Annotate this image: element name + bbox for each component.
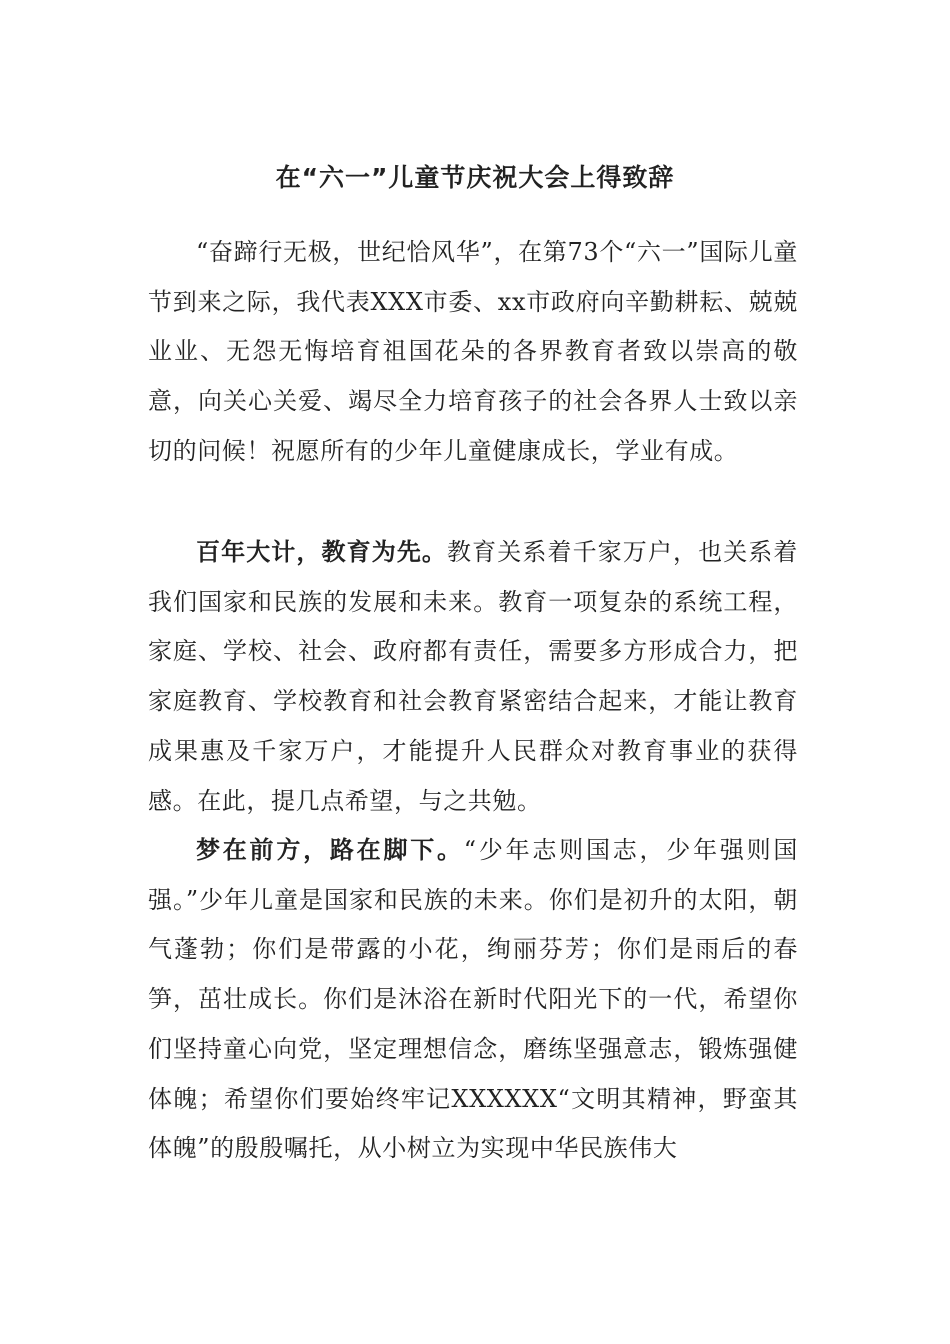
paragraph-3-text: “少年志则国志，少年强则国强。”少年儿童是国家和民族的未来。你们是初升的太阳，朝气蓬勃；你们是带露的小花，绚丽芬芳；你们是雨后的春笋，茁壮成长。你们是沐浴在新时代阳光下的一代，希望你们坚持童心向党，坚定理想信念，磨练坚强意志，锻炼强健体魄；希望你们要始终牢记XXXXXX“文明其精神，野蛮其体魄”的殷殷嘱托，从小树立为实现中华民族伟大 [148, 836, 799, 1163]
paragraph-2-text: 教育关系着千家万户，也关系着我们国家和民族的发展和未来。教育一项复杂的系统工程，家庭、学校、社会、政府都有责任，需要多方形成合力，把家庭教育、学校教育和社会教育紧密结合起来，才能让教育成果惠及千家万户，才能提升人民群众对教育事业的获得感。在此，提几点希望，与之共勉。 [148, 538, 798, 815]
document-title: 在“六一”儿童节庆祝大会上得致辞 [275, 163, 675, 192]
paragraph-1-text: “奋蹄行无极，世纪恰风华”，在第73个“六一”国际儿童节到来之际，我代表XXX市委、xx市政府向辛勤耕耘、兢兢业业、无怨无悔培育祖国花朵的各界教育者致以崇高的敬意，向关心关爱、竭尽全力培育孩子的社会各界人士致以亲切的问候！祝愿所有的少年儿童健康成长，学业有成。 [148, 238, 798, 465]
paragraph-1 [148, 228, 798, 477]
paragraph-2 [148, 528, 798, 826]
paragraph-3-lead: 梦在前方，路在脚下。 [196, 836, 464, 864]
paragraph-2-lead: 百年大计，教育为先。 [196, 538, 448, 566]
paragraph-3 [148, 826, 798, 1174]
